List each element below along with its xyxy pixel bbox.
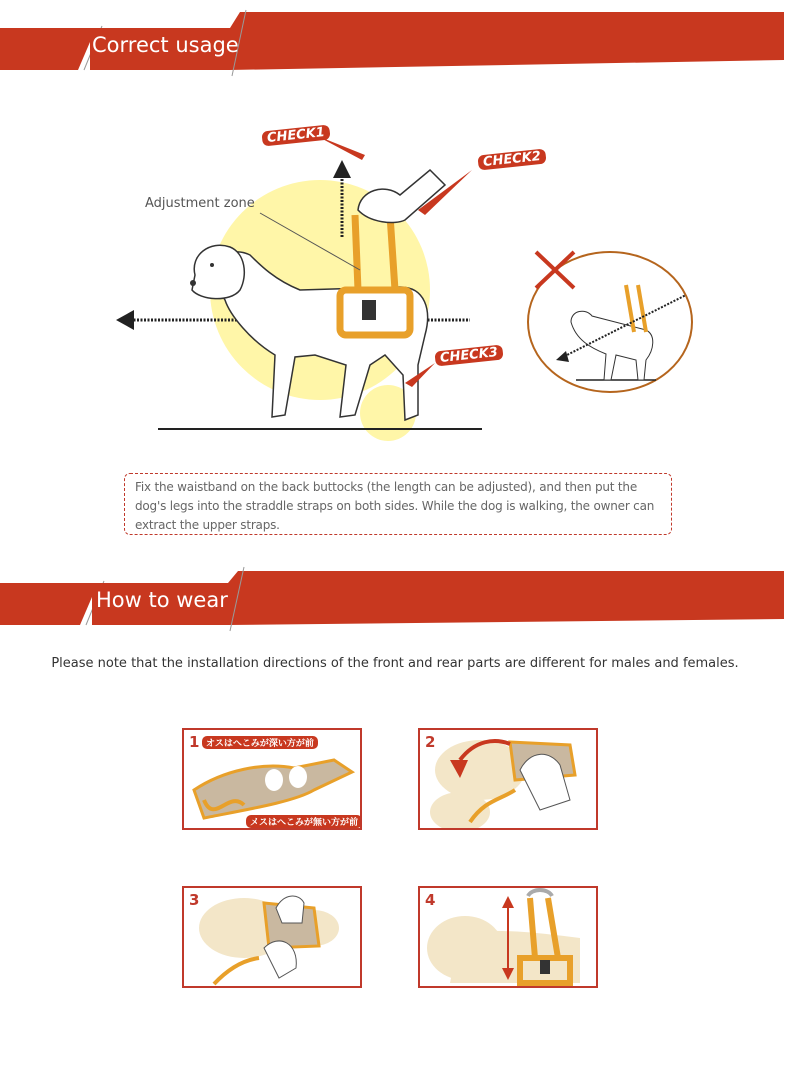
check1-badge: CHECK1	[261, 124, 330, 146]
wrong-usage-inset	[526, 250, 694, 395]
buckle-icon	[362, 300, 376, 320]
arrow-left-icon	[116, 310, 134, 330]
hand-illustration	[276, 896, 304, 923]
section-title: How to wear	[96, 588, 228, 612]
section-header-how-to-wear	[0, 565, 790, 635]
section-header-correct-usage	[0, 8, 790, 78]
section-title: Correct usage	[92, 33, 239, 57]
step-2-image	[418, 728, 598, 830]
step-4-image	[418, 886, 598, 988]
step-number: 4	[425, 891, 436, 909]
buckle-icon	[540, 960, 550, 974]
check2-badge: CHECK2	[477, 148, 546, 170]
step-1-label-male: オスはへこみが深い方が前	[202, 736, 318, 749]
installation-note: Please note that the installation directions of the front and rear parts are different for males and females.	[51, 656, 739, 671]
step-3-image	[182, 886, 362, 988]
hand-illustration	[358, 170, 445, 223]
usage-caption-box	[124, 473, 672, 535]
step-number: 2	[425, 733, 436, 751]
arrow-up-icon	[502, 896, 514, 908]
usage-caption: Fix the waistband on the back buttocks (the length can be adjusted), and then put the dog's legs into the straddle straps on both sides. While the dog is walking, the owner can extract the upper straps.	[135, 480, 655, 532]
adjustment-zone-label: Adjustment zone	[145, 196, 255, 211]
check3-badge: CHECK3	[434, 344, 503, 366]
step-1-image	[182, 728, 362, 830]
step-1-label-female: メスはへこみが無い方が前	[246, 815, 362, 828]
arrow-up-icon	[333, 160, 351, 178]
step-number: 3	[189, 891, 200, 909]
step-number: 1	[189, 733, 200, 751]
